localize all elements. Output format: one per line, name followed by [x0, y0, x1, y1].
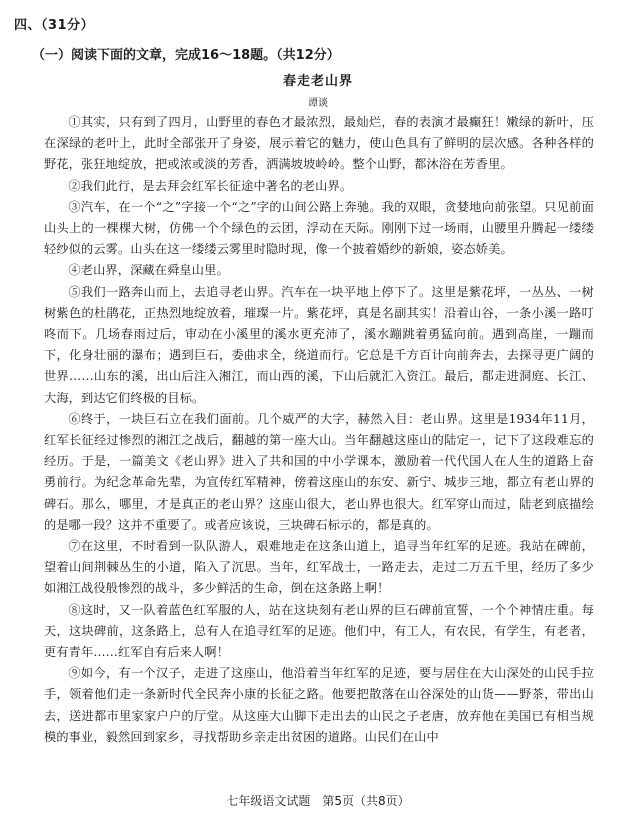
paragraph-4: ④老山界，深藏在舜皇山里。 [68, 263, 229, 278]
page-footer: 七年级语文试题 第5页（共8页） [226, 794, 410, 808]
paragraph-7: ⑦在这里，不时看到一队队游人，艰难地走在这条山道上，追寻当年红军的足迹。我站在碑前，望着山间荆棘丛生的小道，陷入了沉思。当年，红军战士，一路走去，走过二万五千里，经历了多少如湘江战役般惨烈的战斗，多少鲜活的生命，倒在这条路上啊！ [44, 539, 594, 596]
subsection-heading: （一）阅读下面的文章，完成16～18题。（共12分） [32, 48, 340, 63]
paragraph-2: ②我们此行，是去拜会红军长征途中著名的老山界。 [68, 178, 353, 193]
paragraph-1: ①其实，只有到了四月，山野里的春色才最浓烈，最灿烂，春的表演才最癫狂！嫩绿的新叶，压在深绿的老叶上，此时全部张开了身姿，展示着它的魅力，使山色具有了鲜明的层次感。各种各样的野花，张狂地绽放，把或浓或淡的芳香，洒满坡坡岭岭。整个山野，都沐浴在芳香里。 [44, 115, 594, 172]
paragraph-9: ⑨如今，有一个汉子，走进了这座山，他沿着当年红军的足迹，要与居住在大山深处的山民手拉手，领着他们走一条新时代全民奔小康的长征之路。他要把散落在山谷深处的山货——野茶，带出山去，送进都市里家家户户的厅堂。从这座大山脚下走出去的山民之子老唐，放弃他在美国已有相当规模的事业，毅然回到家乡，寻找帮助乡亲走出贫困的道路。山民们在山中 [44, 666, 594, 744]
article-body [44, 112, 594, 748]
paragraph-8: ⑧这时，又一队着蓝色红军服的人，站在这块刻有老山界的巨石碑前宣誓，一个个神情庄重。每天，这块碑前，这条路上，总有人在追寻红军的足迹。他们中，有工人，有农民，有学生，有老者，更有青年……红军自有后来人啊！ [44, 602, 594, 660]
paragraph-3: ③汽车，在一个“之”字接一个“之”字的山间公路上奔驰。我的双眼，贪婪地向前张望。只见前面山头上的一棵棵大树，仿佛一个个绿色的云团，浮动在天际。刚刚下过一场雨，山腰里升腾起一缕缕轻纱似的云雾。山头在这一缕缕云雾里时隐时现，像一个披着婚纱的新娘，姿态娇美。 [44, 199, 594, 257]
article-author: 谭谈 [308, 98, 328, 109]
article-title: 春走老山界 [282, 74, 353, 89]
paragraph-6: ⑥终于，一块巨石立在我们面前。几个威严的大字，赫然入目：老山界。这里是1934年11月，红军长征经过惨烈的湘江之战后，翻越的第一座大山。当年翻越这座山的陆定一，记下了这段难忘的经历。于是，一篇美文《老山界》进入了共和国的中小学课本，激励着一代代国人在人生的道路上奋勇前行。为纪念革命先辈，为宣传红军精神，傍着这座山的东安、新宁、城步三地，都立有老山界的碑石。那么，哪里，才是真正的老山界？这座山很大，老山界也很大。红军穿山而过，陆老到底描绘的是哪一段？这并不重要了。或者应该说，三块碑石标示的，都是真的。 [44, 411, 594, 532]
section-heading: 四、（31分） [14, 18, 95, 33]
paragraph-5: ⑤我们一路奔山而上，去追寻老山界。汽车在一块平地上停下了。这里是紫花坪，一丛丛、一树树紫色的杜鹃花，正热烈地绽放着，璀璨一片。紫花坪，真是名副其实！沿着山谷，一条小溪一路叮咚而下。几场春雨过后，审动在小溪里的溪水更充沛了，溪水蹦跳着勇猛向前。遇到高崖，一蹦而下，化身壮丽的瀑布；遇到巨石，委曲求全，绕道而行。它总是千方百计向前奔去，去探寻更广阔的世界……山东的溪，出山后注入湘江，而山西的溪，下山后就汇入资江。最后，都走进洞庭、长江、大海，到达它们终极的目标。 [44, 284, 594, 405]
